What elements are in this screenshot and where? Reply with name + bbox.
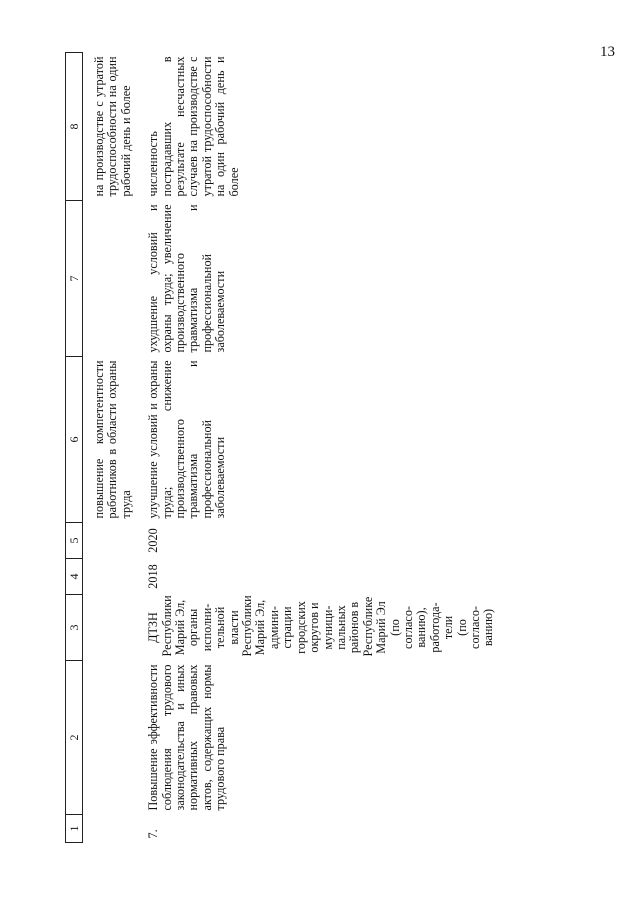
page-number: 13	[600, 44, 615, 60]
column-number: 1	[66, 815, 83, 843]
row-number: 7.	[146, 829, 161, 839]
rotated-table-container	[65, 51, 585, 843]
measures-table	[65, 52, 496, 843]
continued-expected-result: повышение компетентности работников в области охраны труда	[92, 360, 133, 519]
column-number: 3	[66, 595, 83, 661]
target-indicator: численность пострадавших в результате несчастных случаев на производстве с утратой трудоспособности на один рабочий день и более	[146, 56, 241, 197]
continued-indicator: на производстве с утратой трудоспособности на один рабочий день и более	[92, 56, 133, 197]
year-end: 2020	[146, 528, 161, 553]
executor-list: ДТЗН Республики Марий Эл, органы исполни- тельной власти Республики Марий Эл, админи- страции городских округов и муници- пальных районов в Республике Марий Эл (по согласо- ванию), работода- тели (по согласо- ванию)	[146, 595, 496, 657]
column-number: 4	[66, 559, 83, 595]
column-number: 8	[66, 53, 83, 201]
column-number: 6	[66, 357, 83, 523]
expected-result: улучшение условий и охраны труда; снижение производственного травматизма и профессиональной заболеваемости	[146, 360, 228, 519]
column-number: 5	[66, 523, 83, 559]
non-implementation-consequences: ухудшение условий и охраны труда; увеличение производственного травматизма и профессиональной заболеваемости	[146, 204, 228, 353]
year-start: 2018	[146, 564, 161, 589]
column-number: 7	[66, 201, 83, 357]
column-number-row	[66, 53, 83, 843]
column-number: 2	[66, 661, 83, 815]
measure-description: Повышение эффективности соблюдения трудового законодательства и иных нормативных правовых актов, содержащих нормы трудового права	[146, 664, 228, 811]
continuation-row	[83, 53, 144, 843]
table-row	[143, 53, 496, 843]
